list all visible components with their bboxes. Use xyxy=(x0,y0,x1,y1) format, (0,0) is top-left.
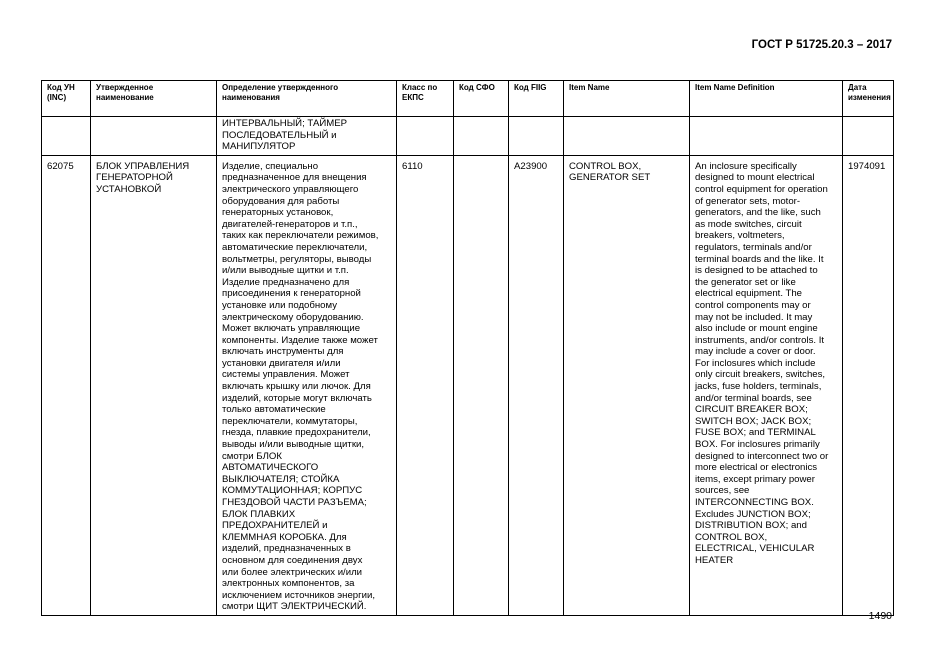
column-header-ekps-class: Класс по ЕКПС xyxy=(397,81,454,117)
cell-ekps-class xyxy=(397,117,454,156)
cell-fiig-code: A23900 xyxy=(509,155,564,615)
cell-ekps-class: 6110 xyxy=(397,155,454,615)
column-header-approved-name: Утвержденное наименование xyxy=(91,81,217,117)
cell-fiig-code xyxy=(509,117,564,156)
cell-item-name: CONTROL BOX, GENERATOR SET xyxy=(564,155,690,615)
cell-definition: Изделие, специально предназначенное для внещения электрического управляющего оборудования для работы генераторных установок, двигателей-генераторов и т.п., таких как переключатели режимов, автоматические переключатели, вольтметры, регуляторы, выводы и/или выводные щитки и т.п. Изделие предназначено для присоединения к генераторной установке или подобному электрическому оборудованию. Может включать управляющие компоненты. Изделие также может включать инструменты для установки двигателя и/или системы управления. Может включать крышку или лючок. Для изделий, которые могут включать только автоматические переключатели, коммутаторы, гнезда, плавкие предохранители, выводы и/или выводные щитки, смотри БЛОК АВТОМАТИЧЕСКОГО ВЫКЛЮЧАТЕЛЯ; СТОЙКА КОММУТАЦИОННАЯ; КОРПУС ГНЕЗДОВОЙ ЧАСТИ РАЗЪЕМА; БЛОК ПЛАВКИХ ПРЕДОХРАНИТЕЛЕЙ и КЛЕММНАЯ КОРОБКА. Для изделий, предназначенных в основном для соединения двух или более электрических и/или электронных компонентов, за исключением источников энергии, смотри ЩИТ ЭЛЕКТРИЧЕСКИЙ. xyxy=(217,155,397,615)
column-header-inc: Код УН (INC) xyxy=(42,81,91,117)
column-header-item-name: Item Name xyxy=(564,81,690,117)
document-standard-code: ГОСТ Р 51725.20.3 – 2017 xyxy=(751,39,892,51)
cell-item-name xyxy=(564,117,690,156)
cell-change-date: 1974091 xyxy=(843,155,894,615)
cell-change-date xyxy=(843,117,894,156)
table-row xyxy=(42,117,894,156)
column-header-change-date: Дата изменения xyxy=(843,81,894,117)
cell-definition: ИНТЕРВАЛЬНЫЙ; ТАЙМЕР ПОСЛЕДОВАТЕЛЬНЫЙ и МАНИПУЛЯТОР xyxy=(217,117,397,156)
cell-sfo-code xyxy=(454,155,509,615)
cell-item-name-definition xyxy=(690,117,843,156)
table-header-row xyxy=(42,81,894,117)
cell-item-name-definition: An inclosure specifically designed to mount electrical control equipment for operation of generator sets, motor- generators, and the like, such as mode switches, circuit breakers, voltmeters, regulators, terminals and/or terminal boards and the like. It is designed to be attached to the generator set or like electrical equipment. The control components may or may not be included. It may also include or mount engine instruments, and/or controls. It may include a cover or door. For inclosures which include only circuit breakers, switches, jacks, fuse holders, terminals, and/or terminal boards, see CIRCUIT BREAKER BOX; SWITCH BOX; JACK BOX; FUSE BOX; and TERMINAL BOX. For inclosures primarily designed to interconnect two or more electrical or electronics items, except primary power sources, see INTERCONNECTING BOX. Excludes JUNCTION BOX; DISTRIBUTION BOX; and CONTROL BOX, ELECTRICAL, VEHICULAR HEATER xyxy=(690,155,843,615)
column-header-definition: Определение утвержденного наименования xyxy=(217,81,397,117)
cell-sfo-code xyxy=(454,117,509,156)
catalog-table xyxy=(41,80,894,616)
cell-inc: 62075 xyxy=(42,155,91,615)
column-header-sfo-code: Код СФО xyxy=(454,81,509,117)
table-row xyxy=(42,155,894,615)
page-number: 1490 xyxy=(868,610,892,622)
column-header-item-name-definition: Item Name Definition xyxy=(690,81,843,117)
column-header-fiig-code: Код FIIG xyxy=(509,81,564,117)
cell-inc xyxy=(42,117,91,156)
cell-approved-name xyxy=(91,117,217,156)
cell-approved-name: БЛОК УПРАВЛЕНИЯ ГЕНЕРАТОРНОЙ УСТАНОВКОЙ xyxy=(91,155,217,615)
